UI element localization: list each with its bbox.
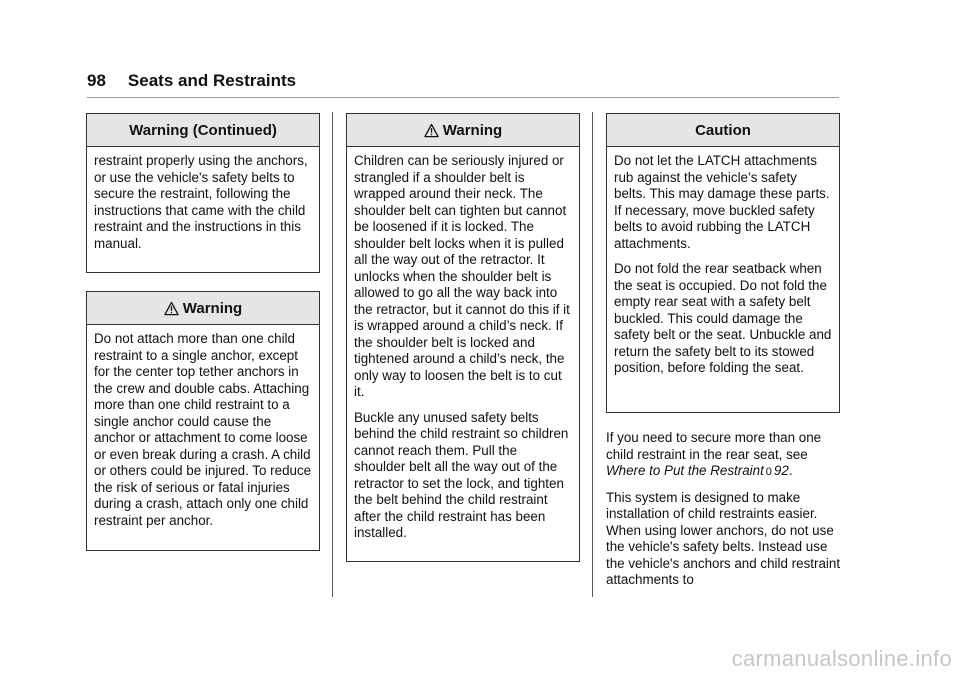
body-text bbox=[606, 430, 842, 598]
cross-reference-link[interactable]: Where to Put the Restraint bbox=[606, 463, 764, 478]
header-rule bbox=[87, 97, 839, 98]
box-title: Warning bbox=[182, 299, 243, 317]
page-number: 98 bbox=[87, 71, 106, 90]
column-divider-left bbox=[332, 112, 333, 597]
box-paragraph: restraint properly using the anchors, or use the vehicle's safety belts to secure the restraint, following the instructions that came with the child restraint and the instructions in this manual. bbox=[94, 153, 308, 251]
body-paragraph: This system is designed to make installation of child restraints easier. When using lower anchors, do not use the vehicle's safety belts. Instead use the vehicle's anchors and child restraint attachments to bbox=[606, 489, 841, 587]
box-title: Caution bbox=[607, 114, 839, 147]
warning-triangle-icon bbox=[164, 301, 179, 316]
box-header bbox=[347, 114, 579, 147]
column-divider-right bbox=[592, 112, 593, 597]
section-title: Seats and Restraints bbox=[127, 71, 297, 90]
warning-box-shoulder-belt bbox=[346, 113, 580, 562]
warning-continued-box bbox=[86, 113, 320, 273]
page-header bbox=[87, 71, 296, 91]
body-text-end: . bbox=[788, 463, 793, 478]
body-text-span: If you need to secure more than one child restraint in the rear seat, see bbox=[606, 430, 822, 462]
box-paragraph: Buckle any unused safety belts behind the child restraint so children cannot reach them. Pull the shoulder belt all the way out of the retractor to set the lock, and tighten the belt behind the child restraint after the child restraint has been installed. bbox=[354, 409, 569, 540]
box-title: Warning (Continued) bbox=[87, 114, 319, 147]
warning-box-anchor bbox=[86, 291, 320, 551]
box-paragraph: Children can be seriously injured or strangled if a shoulder belt is wrapped around their neck. The shoulder belt can tighten but cannot be loosened if it is locked. The shoulder belt locks when it is pulled all the way out of the retractor. It unlocks when the shoulder belt is allowed to go all the way back into the retractor, but it cannot do this if it is wrapped around a child’s neck. If the shoulder belt is locked and tightened around a child’s neck, the only way to loosen the belt is to cut it. bbox=[354, 153, 570, 399]
page-ref-symbol: 0 bbox=[765, 466, 772, 478]
box-paragraph: Do not fold the rear seatback when the seat is occupied. Do not fold the empty rear seat with a safety belt buckled. This could damage the safety belt or the seat. Unbuckle and return the safety belt to its stowed position, before folding the seat. bbox=[614, 261, 832, 375]
box-title: Warning bbox=[442, 121, 503, 139]
caution-box bbox=[606, 113, 840, 413]
cross-reference-page[interactable]: 92 bbox=[773, 463, 789, 478]
box-paragraph: Do not let the LATCH attachments rub against the vehicle’s safety belts. This may damage these parts. If necessary, move buckled safety belts to avoid rubbing the LATCH attachments. bbox=[614, 153, 830, 251]
warning-triangle-icon bbox=[424, 123, 439, 138]
box-header bbox=[87, 292, 319, 325]
watermark: carmanualsonline.info bbox=[731, 646, 952, 671]
box-paragraph: Do not attach more than one child restraint to a single anchor, except for the center top tether anchors in the crew and double cabs. Attaching more than one child restraint to a single anchor could cause the anchor or attachment to come loose or even break during a crash. A child or others could be injured. To reduce the risk of serious or fatal injuries during a crash, attach only one child restraint per anchor. bbox=[94, 331, 312, 528]
body-paragraph bbox=[606, 430, 842, 481]
